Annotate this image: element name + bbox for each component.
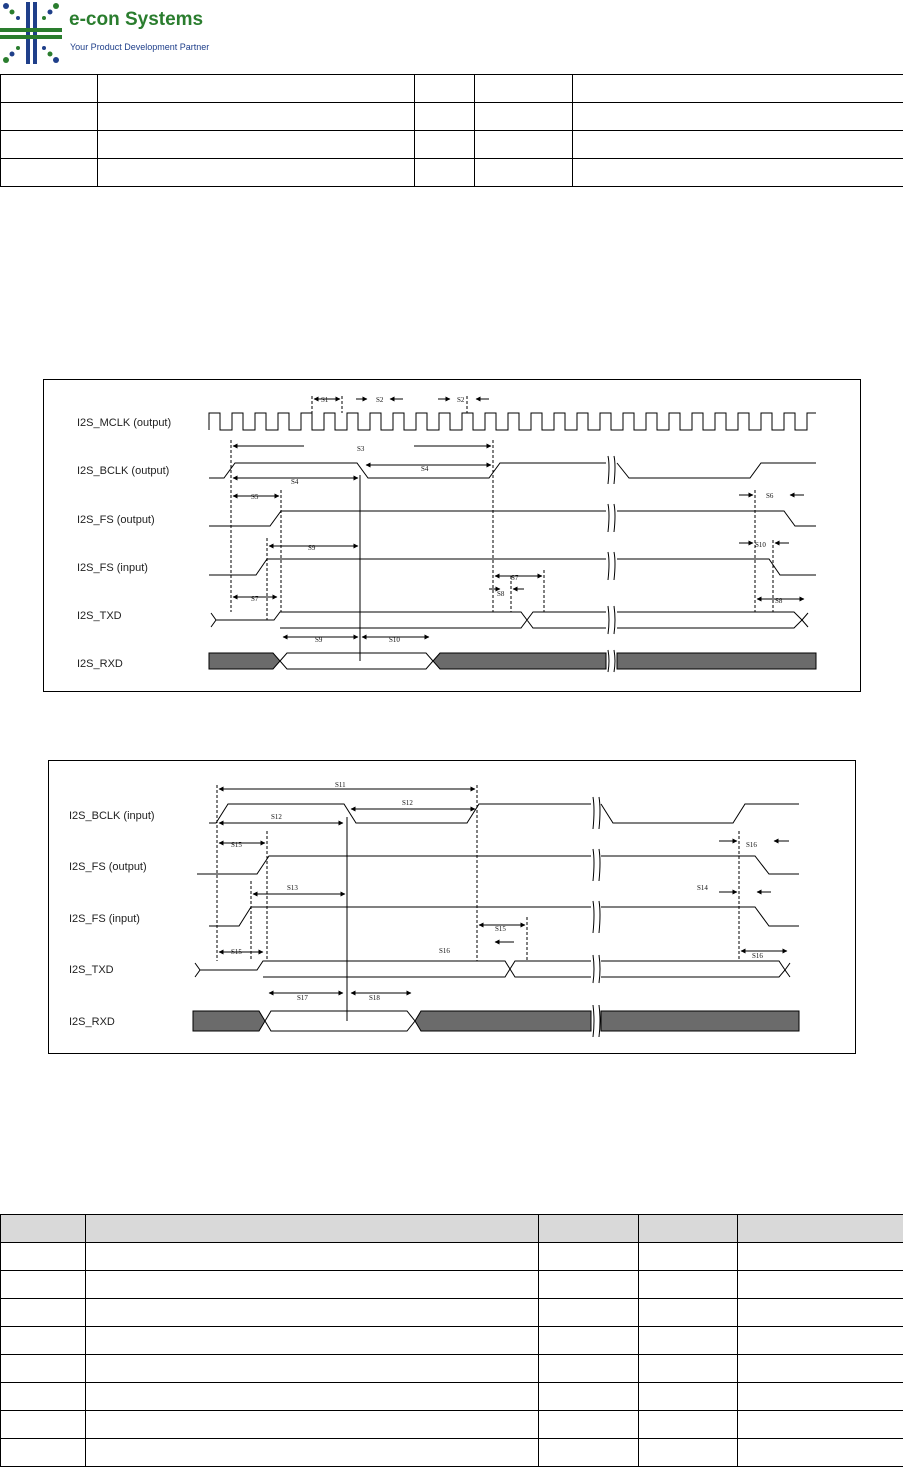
bottom-table bbox=[0, 1214, 903, 1467]
fs-input-waveform bbox=[209, 907, 799, 926]
timing-label-s7: S7 bbox=[511, 574, 519, 582]
table-cell bbox=[1, 131, 98, 159]
table-cell bbox=[539, 1299, 639, 1327]
fs-input-waveform bbox=[209, 559, 816, 575]
table-cell bbox=[86, 1243, 539, 1271]
table-cell bbox=[98, 131, 415, 159]
table-cell bbox=[98, 159, 415, 187]
table-cell bbox=[86, 1327, 539, 1355]
table-row bbox=[1, 103, 903, 131]
company-logo bbox=[0, 0, 62, 66]
timing-label-s3: S3 bbox=[357, 445, 365, 453]
timeline-break bbox=[608, 456, 615, 672]
table-cell bbox=[639, 1439, 738, 1467]
logo-dots bbox=[3, 3, 59, 63]
table-cell bbox=[86, 1383, 539, 1411]
timing-label-s11: S11 bbox=[335, 781, 346, 789]
logo-cross bbox=[0, 2, 62, 64]
table-cell bbox=[1, 1327, 86, 1355]
timing-label-s12: S12 bbox=[271, 813, 282, 821]
table-cell bbox=[639, 1411, 738, 1439]
table-row bbox=[1, 1271, 903, 1299]
timing-label-s4: S4 bbox=[291, 478, 299, 486]
company-tagline: Your Product Development Partner bbox=[70, 42, 209, 52]
table-cell bbox=[639, 1327, 738, 1355]
timing-label-s4: S4 bbox=[421, 465, 429, 473]
table-cell bbox=[573, 131, 903, 159]
table-cell bbox=[539, 1327, 639, 1355]
table-cell bbox=[738, 1411, 903, 1439]
timing-label-s18: S18 bbox=[369, 994, 380, 1002]
table-cell bbox=[539, 1355, 639, 1383]
table-cell bbox=[639, 1271, 738, 1299]
table-row bbox=[1, 131, 903, 159]
table-row bbox=[1, 1439, 903, 1467]
table-cell bbox=[415, 103, 475, 131]
table-header-cell bbox=[1, 1215, 86, 1243]
signal-label-bclk-in: I2S_BCLK (input) bbox=[69, 810, 155, 822]
signal-label-txd: I2S_TXD bbox=[77, 610, 122, 622]
timing-label-s12: S12 bbox=[402, 799, 413, 807]
table-cell bbox=[86, 1411, 539, 1439]
timing-label-s10: S10 bbox=[389, 636, 400, 644]
table-cell bbox=[86, 1439, 539, 1467]
table-row bbox=[1, 1299, 903, 1327]
signal-label-rxd: I2S_RXD bbox=[69, 1016, 115, 1028]
timing-label-s15: S15 bbox=[495, 925, 506, 933]
signal-label-fs-in: I2S_FS (input) bbox=[69, 913, 140, 925]
timing-label-s1: S1 bbox=[321, 396, 329, 404]
signal-label-fs-in: I2S_FS (input) bbox=[77, 562, 148, 574]
fs-output-waveform bbox=[209, 511, 816, 526]
timing-label-s5: S5 bbox=[251, 493, 259, 501]
timeline-break bbox=[593, 797, 600, 1037]
table-header-row bbox=[1, 1215, 903, 1243]
table-cell bbox=[1, 1243, 86, 1271]
table-cell bbox=[1, 1299, 86, 1327]
table-cell bbox=[639, 1243, 738, 1271]
table-cell bbox=[639, 1355, 738, 1383]
timing-label-s10: S10 bbox=[755, 541, 766, 549]
mclk-waveform bbox=[209, 413, 816, 430]
table-cell bbox=[1, 75, 98, 103]
timing-label-s16: S16 bbox=[752, 952, 763, 960]
table-cell bbox=[1, 103, 98, 131]
timing-arrows bbox=[233, 399, 804, 637]
table-cell bbox=[539, 1243, 639, 1271]
timing-label-s6: S6 bbox=[766, 492, 774, 500]
table-row bbox=[1, 75, 903, 103]
signal-label-fs-out: I2S_FS (output) bbox=[69, 861, 147, 873]
table-cell bbox=[639, 1383, 738, 1411]
bclk-waveform bbox=[209, 804, 799, 823]
table-cell bbox=[1, 1271, 86, 1299]
table-cell bbox=[86, 1355, 539, 1383]
table-cell bbox=[98, 75, 415, 103]
table-cell bbox=[1, 1439, 86, 1467]
timing-label-s8: S8 bbox=[775, 597, 783, 605]
table-cell bbox=[415, 131, 475, 159]
txd-waveform bbox=[195, 961, 790, 977]
table-row bbox=[1, 159, 903, 187]
table-cell bbox=[475, 103, 573, 131]
signal-label-mclk: I2S_MCLK (output) bbox=[77, 417, 171, 429]
table-cell bbox=[1, 1383, 86, 1411]
table-cell bbox=[738, 1299, 903, 1327]
signal-label-rxd: I2S_RXD bbox=[77, 658, 123, 670]
table-cell bbox=[86, 1299, 539, 1327]
timing-label-s2: S2 bbox=[376, 396, 384, 404]
reference-lines bbox=[217, 785, 739, 961]
table-cell bbox=[1, 1355, 86, 1383]
table-cell bbox=[639, 1299, 738, 1327]
table-cell bbox=[98, 103, 415, 131]
table-cell bbox=[738, 1327, 903, 1355]
table-cell bbox=[475, 159, 573, 187]
table-row bbox=[1, 1243, 903, 1271]
bclk-waveform bbox=[209, 463, 816, 478]
table-cell bbox=[738, 1243, 903, 1271]
table-row bbox=[1, 1411, 903, 1439]
timing-label-s13: S13 bbox=[287, 884, 298, 892]
table-cell bbox=[573, 159, 903, 187]
table-cell bbox=[573, 75, 903, 103]
signal-label-bclk: I2S_BCLK (output) bbox=[77, 465, 169, 477]
rxd-valid-window bbox=[265, 1011, 415, 1031]
table-cell bbox=[539, 1271, 639, 1299]
table-header-cell bbox=[639, 1215, 738, 1243]
company-name: e-con Systems bbox=[69, 9, 203, 31]
timing-label-s14: S14 bbox=[697, 884, 708, 892]
table-cell bbox=[86, 1271, 539, 1299]
table-cell bbox=[573, 103, 903, 131]
txd-waveform bbox=[211, 612, 808, 628]
table-cell bbox=[738, 1271, 903, 1299]
rxd-valid-window bbox=[280, 653, 433, 669]
i2s-slave-timing-diagram bbox=[48, 760, 856, 1054]
table-row bbox=[1, 1327, 903, 1355]
table-cell bbox=[415, 159, 475, 187]
timing-label-s15: S15 bbox=[231, 948, 242, 956]
table-cell bbox=[415, 75, 475, 103]
timing-label-s9: S9 bbox=[315, 636, 323, 644]
timing-label-s16: S16 bbox=[439, 947, 450, 955]
table-cell bbox=[539, 1439, 639, 1467]
i2s-master-timing-diagram bbox=[43, 379, 861, 692]
timing-label-s7: S7 bbox=[251, 595, 259, 603]
table-row bbox=[1, 1383, 903, 1411]
table-header-cell bbox=[738, 1215, 903, 1243]
table-cell bbox=[539, 1411, 639, 1439]
table-header-cell bbox=[539, 1215, 639, 1243]
timing-label-s8: S8 bbox=[497, 590, 505, 598]
top-table bbox=[0, 74, 903, 187]
timing-label-s16: S16 bbox=[746, 841, 757, 849]
table-cell bbox=[539, 1383, 639, 1411]
timing-label-s9: S9 bbox=[308, 544, 316, 552]
table-cell bbox=[1, 1411, 86, 1439]
table-cell bbox=[738, 1439, 903, 1467]
table-header-cell bbox=[86, 1215, 539, 1243]
timing-label-s15: S15 bbox=[231, 841, 242, 849]
fs-output-waveform bbox=[197, 856, 799, 874]
table-cell bbox=[738, 1383, 903, 1411]
table-cell bbox=[738, 1355, 903, 1383]
table-cell bbox=[475, 75, 573, 103]
table-cell bbox=[1, 159, 98, 187]
table-cell bbox=[475, 131, 573, 159]
timing-label-s2: S2 bbox=[457, 396, 465, 404]
timing-label-s17: S17 bbox=[297, 994, 308, 1002]
signal-label-fs-out: I2S_FS (output) bbox=[77, 514, 155, 526]
signal-label-txd: I2S_TXD bbox=[69, 964, 114, 976]
table-row bbox=[1, 1355, 903, 1383]
